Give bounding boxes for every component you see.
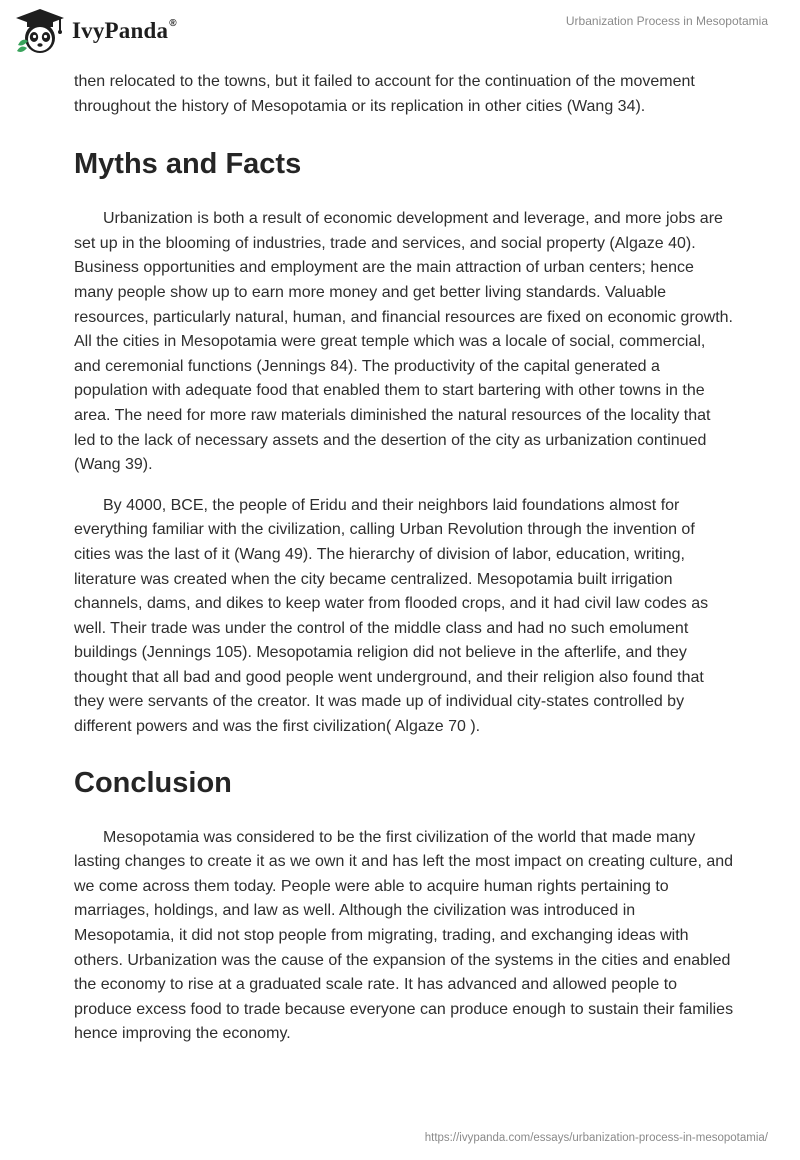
section-heading-conclusion: Conclusion bbox=[74, 766, 232, 799]
document-title: Urbanization Process in Mesopotamia bbox=[565, 14, 768, 28]
essay-content bbox=[74, 70, 734, 1047]
brand-logo[interactable] bbox=[14, 6, 177, 56]
registered-mark: ® bbox=[169, 18, 177, 29]
brand-name: IvyPanda® bbox=[72, 18, 177, 43]
section1-paragraph-2: By 4000, BCE, the people of Eridu and their neighbors laid foundations almost for everything familiar with the civilization, calling Urban Revolution through the invention of cities was the last of it (Wang 49). The hierarchy of division of labor, education, writing, literature was created when the city became centralized. Mesopotamia built irrigation channels, dams, and dikes to keep water from flooded crops, and it had civil law codes as well. Their trade was under the control of the middle class and had no such emolument buildings (Jennings 105). Mesopotamia religion did not believe in the afterlife, and they thought that all bad and good people went underground, and their religion also found that they were servants of the creator. It was made up of individual city-states controlled by different powers and was the first civilization( Algaze 70 ). bbox=[74, 496, 709, 736]
section1-paragraph-1: Urbanization is both a result of economic development and leverage, and more jobs are set up in the blooming of industries, trade and services, and social property (Algaze 40). Business opportunities and employment are the main attraction of urban centers; hence many people show up to earn more money and get better living standards. Valuable resources, particularly natural, human, and financial resources are fixed on economic growth. All the cities in Mesopotamia were great temple which was a locale of social, commercial, and ceremonial functions (Jennings 84). The productivity of the capital generated a population with adequate food that enabled them to start bartering with other towns in the area. The need for more raw materials diminished the natural resources of the locality that led to the lack of necessary assets and the desertion of the city as urbanization continued (Wang 39). bbox=[74, 210, 733, 474]
source-url[interactable]: https://ivypanda.com/essays/urbanization-process-in-mesopotamia/ bbox=[424, 1132, 768, 1144]
intro-paragraph: then relocated to the towns, but it failed to account for the continuation of the movement throughout the history of Mesopotamia or its replication in other cities (Wang 34). bbox=[74, 73, 695, 115]
page-header bbox=[0, 0, 800, 60]
panda-graduate-icon bbox=[14, 7, 66, 55]
section-heading-myths-and-facts: Myths and Facts bbox=[74, 148, 302, 181]
section2-paragraph-1: Mesopotamia was considered to be the first civilization of the world that made many lasting changes to create it as we own it and has left the most impact on creating culture, and we come across them today. People were able to acquire human rights pertaining to marriages, holdings, and law as well. Although the civilization was introduced in Mesopotamia, it did not stop people from migrating, trading, and exchanging ideas with others. Urbanization was the cause of the expansion of the systems in the cities and enabled the economy to rise at a graduated scale rate. It has advanced and allowed people to produce excess food to trade because everyone can produce enough to sustain their families hence improving the economy. bbox=[74, 828, 734, 1043]
